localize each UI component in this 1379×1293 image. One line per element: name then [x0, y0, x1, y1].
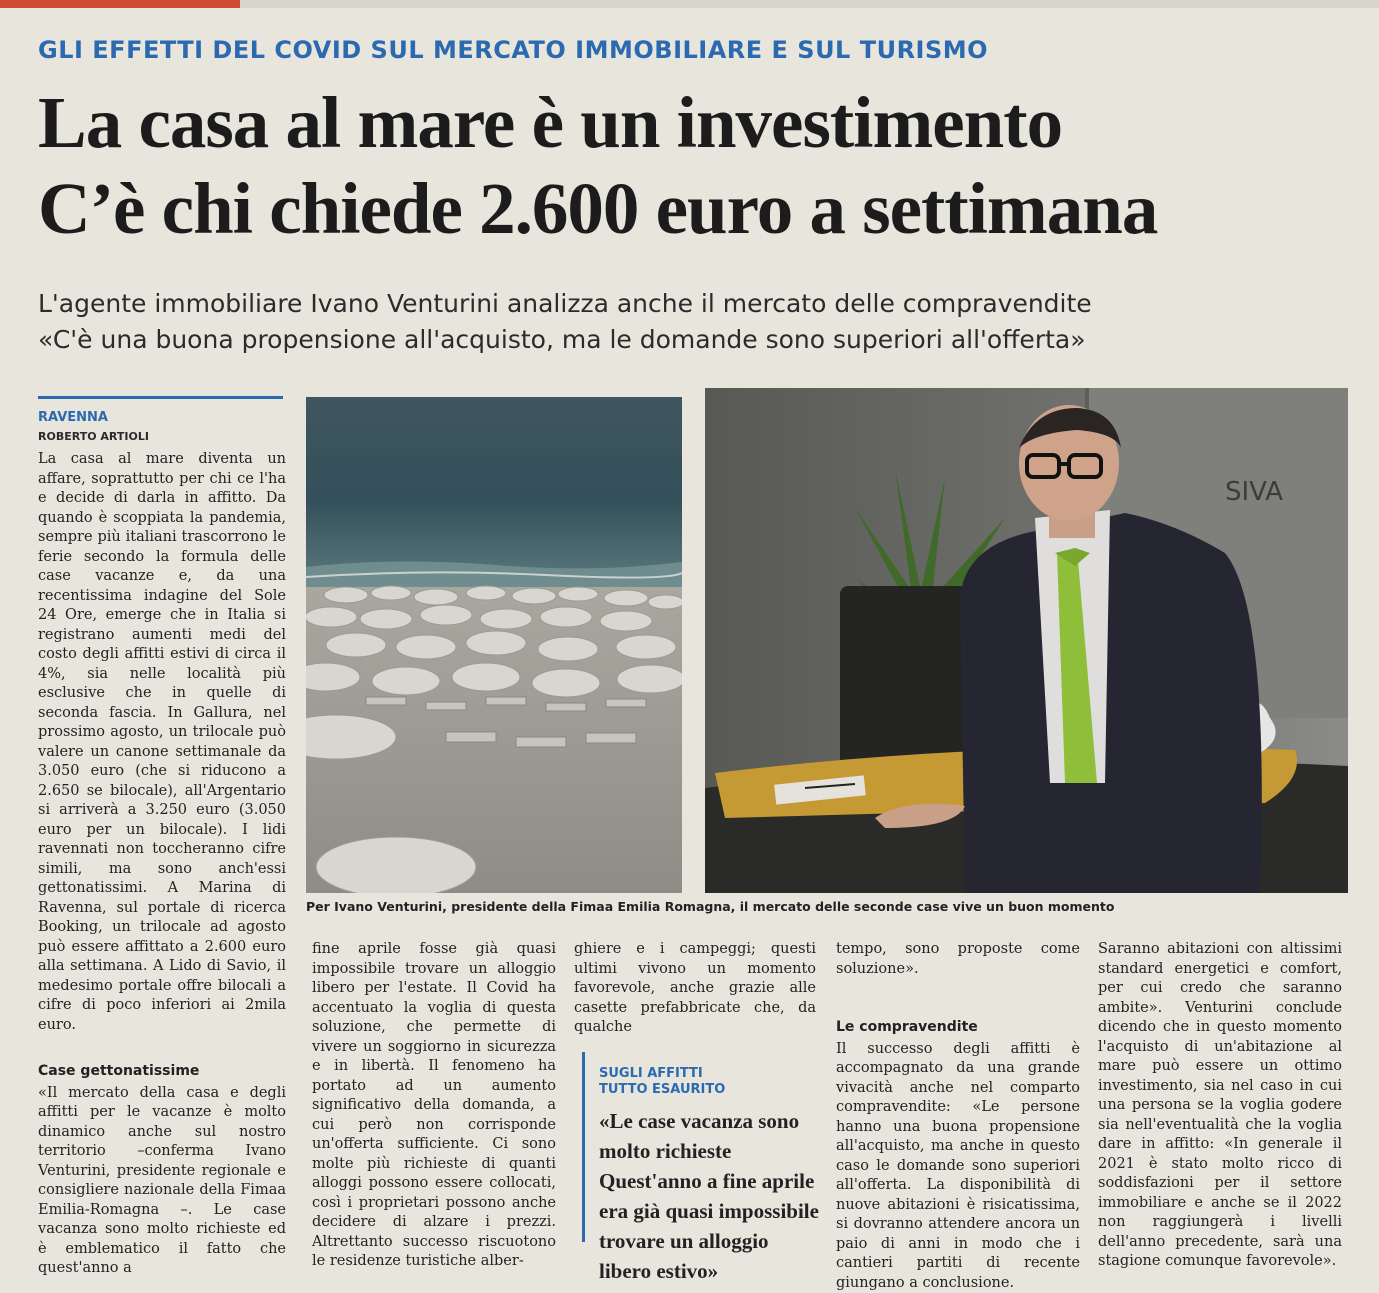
body-paragraph: Il successo degli affitti è accompagnato da una grande vivacità anche nel comparto compravendite: «Le persone hanno una buona propensione all'acquisto, ma anche in questo caso le domande sono superiori all'offerta. La disponibilità di nuove abitazioni è risicatissima, si dovranno attendere ancora un paio di anni in modo che i cantieri partiti di recente giungano a conclusione. [836, 1040, 1080, 1293]
dateline: RAVENNA [38, 410, 108, 425]
body-paragraph: tempo, sono proposte come soluzione». [836, 940, 1080, 979]
beach-umbrellas-photo [306, 397, 682, 893]
photo-caption: Per Ivano Venturini, presidente della Fimaa Emilia Romagna, il mercato delle seconde case vive un buon momento [306, 899, 1348, 914]
headline-line-1: La casa al mare è un investimento [38, 80, 1358, 166]
pull-quote-tag-line-2: TUTTO ESAURITO [599, 1082, 725, 1098]
glass-door-sign: SIVA [1225, 477, 1283, 507]
pull-quote-box [582, 1052, 825, 1242]
article-column-4-top [836, 940, 1080, 979]
byline: ROBERTO ARTIOLI [38, 430, 149, 443]
article-kicker: GLI EFFETTI DEL COVID SUL MERCATO IMMOBILIARE E SUL TURISMO [38, 36, 988, 64]
article-headline [38, 80, 1358, 252]
article-column-1-bottom [38, 1062, 286, 1279]
article-column-2 [312, 940, 556, 1272]
article-column-3 [574, 940, 816, 1038]
body-paragraph: fine aprile fosse già quasi impossibile trovare un alloggio libero per l'estate. Il Covid ha accentuato la voglia di questa soluzione, che permette di vivere un soggiorno in sicurezza e in libertà. Il fenomeno ha portato ad un aumento significativo della domanda, a cui però non corrisponde un'offerta sufficiente. Ci sono molte più richieste di quanti alloggi possono essere collocati, così i proprietari possono anche decidere di alzare i prezzi. Altrettanto successo riscuotono le residenze turistiche alber- [312, 940, 556, 1272]
pull-quote-tag-line-1: SUGLI AFFITTI [599, 1066, 725, 1082]
body-paragraph: La casa al mare diventa un affare, soprattutto per chi ce l'ha e decide di darla in affitto. Da quando è scoppiata la pandemia, sempre più italiani trascorrono le ferie secondo la formula delle case vacanze e, da una recentissima indagine del Sole 24 Ore, emerge che in Italia si registrano aumenti medi del costo degli affitti estivi di circa il 4%, sia nelle località più esclusive che in quelle di seconda fascia. In Gallura, nel prossimo agosto, un trilocale può valere un canone settimanale da 3.050 euro (che si riducono a 2.650 se bilocale), all'Argentario si arriverà a 3.250 euro (3.050 euro per un bilocale). I lidi ravennati non toccheranno cifre simili, ma sono anch'essi gettonatissimi. A Marina di Ravenna, sul portale di ricerca Booking, un trilocale ad agosto può essere affittato a 2.600 euro alla settimana. A Lido di Savio, il medesimo portale offre bilocali a cifre di poco inferiori ai 2mila euro. [38, 450, 286, 1035]
pull-quote-tag [599, 1066, 725, 1098]
ivano-venturini-photo [705, 388, 1348, 893]
section-color-tab [0, 0, 240, 8]
headline-line-2: C’è chi chiede 2.600 euro a settimana [38, 166, 1358, 252]
body-paragraph: Saranno abitazioni con altissimi standard energetici e comfort, per cui credo che saranno ambite». Venturini conclude dicendo che in questo momento l'acquisto di un'abitazione al mare può essere un ottimo investimento, sia nel caso in cui una persona se la voglia godere sia nell'eventualità che la voglia dare in affitto: «In generale il 2021 è stato molto ricco di soddisfazioni per il settore immobiliare e anche se il 2022 non raggiungerà i livelli dell'anno precedente, sarà una stagione comunque favorevole». [1098, 940, 1342, 1272]
article-column-5 [1098, 940, 1342, 1272]
subhead-line-2: «C'è una buona propensione all'acquisto, ma le domande sono superiori all'offerta» [38, 322, 1358, 358]
subhead-line-1: L'agente immobiliare Ivano Venturini analizza anche il mercato delle compravendite [38, 286, 1358, 322]
article-column-4-bottom [836, 1018, 1080, 1293]
section-heading-le-compravendite: Le compravendite [836, 1018, 1080, 1038]
article-subheadline [38, 286, 1358, 358]
dateline-rule [38, 396, 283, 399]
page-top-strip [0, 0, 1379, 8]
article-column-1-top [38, 450, 286, 1035]
body-paragraph: «Il mercato della casa e degli affitti per le vacanze è molto dinamico anche sul nostro territorio –conferma Ivano Venturini, presidente regionale e consigliere nazionale della Fimaa Emilia-Romagna –. Le case vacanza sono molto richieste ed è emblematico il fatto che quest'anno a [38, 1084, 286, 1279]
section-heading-case-gettonatissime: Case gettonatissime [38, 1062, 286, 1082]
body-paragraph: ghiere e i campeggi; questi ultimi vivono un momento favorevole, anche grazie alle casette prefabbricate che, da qualche [574, 940, 816, 1038]
pull-quote-text: «Le case vacanza sono molto richieste Quest'anno a fine aprile era già quasi impossibile trovare un alloggio libero estivo» [599, 1106, 825, 1286]
